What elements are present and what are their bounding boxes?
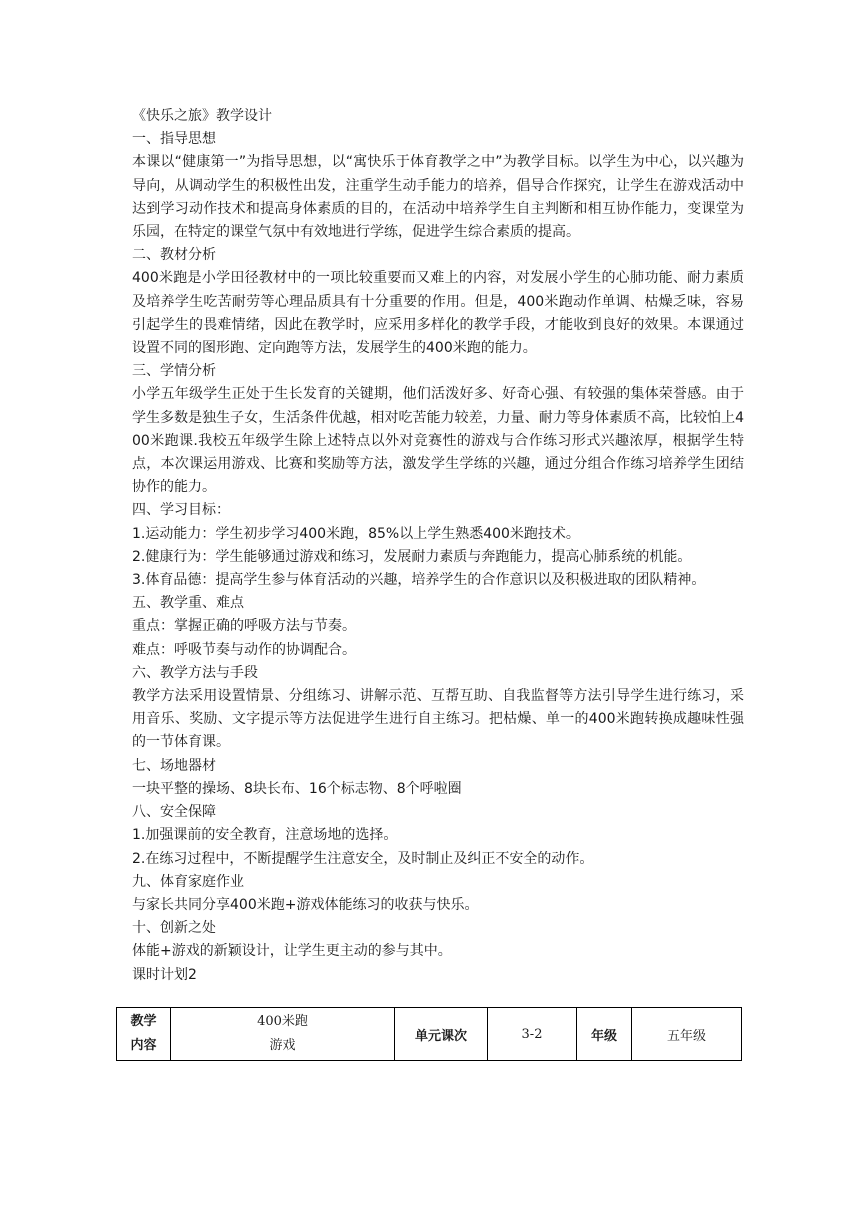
unit-lesson-value: 3-2 — [488, 1008, 577, 1061]
innovation-item: 体能+游戏的新颖设计，让学生更主动的参与其中。 — [132, 943, 452, 960]
section-heading-homework: 九、体育家庭作业 — [132, 873, 244, 890]
document-title: 《快乐之旅》教学设计 — [132, 108, 272, 124]
paragraph-guiding: 本课以“健康第一”为指导思想，以“寓快乐于体育教学之中”为教学目标。以学生为中心，以兴趣为导向，从调动学生的积极性出发，注重学生动手能力的培养，倡导合作探究，让学生在游戏活动中达到学习动作技术和提高身体素质的目的，在活动中培养学生自主判断和相互协作能力，变课堂为乐园，在特定的课堂气氛中有效地进行学练，促进学生综合素质的提高。 — [132, 154, 744, 241]
unit-lesson-label: 单元课次 — [395, 1008, 488, 1061]
paragraph-methods: 教学方法采用设置情景、分组练习、讲解示范、互帮互助、自我监督等方法引导学生进行练习，采用音乐、奖励、文字提示等方法促进学生进行自主练习。把枯燥、单一的400米跑转换成趣味性强的一节体育课。 — [132, 688, 744, 751]
paragraph-learners: 小学五年级学生正处于生长发育的关键期，他们活泼好多、好奇心强、有较强的集体荣誉感。由于学生多数是独生子女，生活条件优越，相对吃苦能力较差，力量、耐力等身体素质不高，比较怕上400米跑课.我校五年级学生除上述特点以外对竞赛性的游戏与合作练习形式兴趣浓厚，根据学生特点，本次课运用游戏、比赛和奖励等方法，激发学生学练的兴趣，通过分组合作练习培养学生团结协作的能力。 — [132, 386, 744, 496]
lesson-plan-table — [116, 1007, 742, 1061]
section-heading-innovation: 十、创新之处 — [132, 920, 216, 937]
equipment-item: 一块平整的操场、8块长布、16个标志物、8个呼啦圈 — [132, 780, 462, 797]
goal-item: 2.健康行为：学生能够通过游戏和练习，发展耐力素质与奔跑能力，提高心肺系统的机能。 — [132, 548, 692, 565]
paragraph-material: 400米跑是小学田径教材中的一项比较重要而又难上的内容，对发展小学生的心肺功能、耐力素质及培养学生吃苦耐劳等心理品质具有十分重要的作用。但是，400米跑动作单调、枯燥乏味，容易引起学生的畏难情绪，因此在教学时，应采用多样化的教学手段，才能收到良好的效果。本课通过设置不同的图形跑、定向跑等方法，发展学生的400米跑的能力。 — [132, 270, 744, 357]
teaching-content-line1: 400米跑 — [257, 1014, 308, 1029]
goal-item: 1.运动能力：学生初步学习400米跑，85%以上学生熟悉400米跑技术。 — [132, 525, 580, 542]
safety-item: 1.加强课前的安全教育，注意场地的选择。 — [132, 827, 398, 844]
grade-label: 年级 — [577, 1008, 632, 1061]
teaching-content-line2: 游戏 — [269, 1038, 296, 1053]
difficulty-item: 难点：呼吸节奏与动作的协调配合。 — [132, 641, 356, 658]
key-point-item: 重点：掌握正确的呼吸方法与节奏。 — [132, 618, 356, 635]
teaching-content-label-line1: 教学 — [130, 1014, 157, 1029]
section-heading-methods: 六、教学方法与手段 — [132, 664, 258, 681]
teaching-content-value-cell — [171, 1008, 395, 1061]
section-heading-guiding: 一、指导思想 — [132, 131, 216, 148]
section-heading-safety: 八、安全保障 — [132, 804, 216, 821]
section-heading-learners: 三、学情分析 — [132, 363, 216, 380]
lesson-plan-label: 课时计划2 — [132, 966, 197, 983]
section-heading-key-points: 五、教学重、难点 — [132, 595, 244, 612]
homework-item: 与家长共同分享400米跑+游戏体能练习的收获与快乐。 — [132, 896, 479, 913]
table-row — [117, 1008, 742, 1061]
goal-item: 3.体育品德：提高学生参与体育活动的兴趣，培养学生的合作意识以及积极进取的团队精神。 — [132, 572, 706, 589]
document-body — [132, 105, 744, 987]
grade-value: 五年级 — [632, 1008, 742, 1061]
teaching-content-label-cell — [117, 1008, 171, 1061]
section-heading-material: 二、教材分析 — [132, 247, 216, 264]
safety-item: 2.在练习过程中，不断提醒学生注意安全，及时制止及纠正不安全的动作。 — [132, 850, 594, 867]
section-heading-goals: 四、学习目标： — [132, 502, 230, 519]
section-heading-equipment: 七、场地器材 — [132, 757, 216, 774]
teaching-content-label-line2: 内容 — [130, 1038, 157, 1053]
